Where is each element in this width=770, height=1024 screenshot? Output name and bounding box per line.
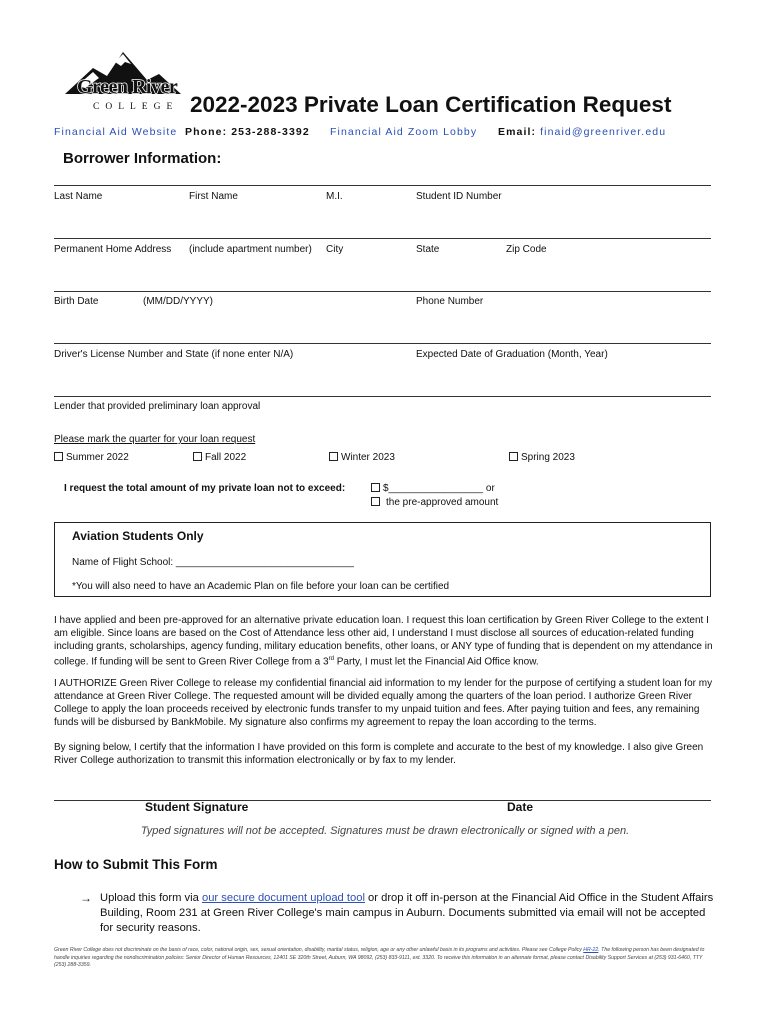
submit-text-after: or drop it off in-person at the Financial Aid Office in the Student Affairs Building, Room 231 at Green River College's main campus in Auburn. Documents submitted via email will not be accepted for security reasons. [100,892,714,934]
college-logo [55,50,185,114]
student-signature-label: Student Signature [145,800,249,814]
submit-heading: How to Submit This Form [54,857,218,872]
footer-text-2: . The following person has been designated to handle inquiries regarding the nondiscrimination policies: Senior Director of Human Resources, 12401 SE 320th Street, Auburn, WA 98092, (253) 833-9111, ext. 3320. To receive this information in an alternate format, please contact Disability Support Services at (253) 931-6460, TTY (253) 288-3359. [54,947,705,968]
birth-date-field[interactable] [54,343,711,344]
checkbox-icon [193,452,202,461]
spring-checkbox[interactable] [509,452,575,463]
flight-school-field[interactable]: Name of Flight School: ________________________________ [72,557,354,568]
logo-wordmark: Green River [77,76,178,98]
summer-checkbox[interactable] [54,452,129,463]
address-label: Permanent Home Address [54,244,172,255]
fall-checkbox[interactable] [193,452,246,463]
email-label: Email: [498,126,537,138]
borrower-heading: Borrower Information: [63,150,222,167]
license-label: Driver's License Number and State (if none enter N/A) [54,349,294,360]
ordinal-suffix: rd [328,656,334,662]
nondiscrimination-footer [54,947,714,970]
checkbox-icon [54,452,63,461]
page-title: 2022-2023 Private Loan Certification Request [190,92,672,117]
spring-label: Spring 2023 [521,452,575,463]
footer-text-1: Green River College does not discriminate on the basis of race, color, national origin, sex, sexual orientation, disability, marital status, religion, age or any other unlawful basis in its programs and activities. Please see College Policy [54,947,584,953]
lender-label: Lender that provided preliminary loan approval [54,401,261,412]
phone-number: Phone: 253-288-3392 [185,126,310,138]
aviation-heading: Aviation Students Only [72,529,204,543]
phone-number-label: Phone Number [416,296,484,307]
aviation-box [54,522,711,597]
divider [54,185,711,186]
email-link[interactable]: finaid@greenriver.edu [540,126,667,138]
address-field[interactable] [54,291,711,292]
address-note: (include apartment number) [189,244,312,255]
birth-date-label: Birth Date [54,296,99,307]
submit-instructions [100,891,715,936]
preapproved-checkbox[interactable] [371,497,498,508]
academic-plan-note: *You will also need to have an Academic Plan on file before your loan can be certified [72,581,450,592]
mi-label: M.I. [326,191,343,202]
email-line [498,126,666,138]
birth-date-format: (MM/DD/YYYY) [143,296,213,307]
checkbox-icon [509,452,518,461]
signature-note: Typed signatures will not be accepted. Signatures must be drawn electronically or signed with a pen. [140,825,630,837]
certification-paragraph [54,614,714,668]
certification-text: I have applied and been pre-approved for an alternative private education loan. I request this loan certification by Green River College to the extent I am eligible. Since loans are based on the Cost of Attendance less other aid, I understand I must disclose all sources of education-related funding including grants, scholarships, agency funding, military education benefits, other loans, or ANY type of funding that is dependent on my attendance in college. If funding will be sent to Green River College from a 3 [54,615,713,668]
last-name-label: Last Name [54,191,103,202]
winter-checkbox[interactable] [329,452,395,463]
zip-label: Zip Code [506,244,547,255]
financial-aid-website-link[interactable]: Financial Aid Website [54,126,178,138]
graduation-date-label: Expected Date of Graduation (Month, Year) [416,349,608,360]
preapproved-label: the pre-approved amount [386,497,499,508]
last-name-field[interactable] [54,238,711,239]
license-field[interactable] [54,396,711,397]
submit-text-before: Upload this form via [100,892,202,904]
date-label: Date [507,800,534,814]
checkbox-icon [371,497,380,506]
state-label: State [416,244,440,255]
first-name-label: First Name [189,191,238,202]
certification-text-end: Party, I must let the Financial Aid Office know. [333,656,539,668]
amount-label: I request the total amount of my private loan not to exceed: [64,483,346,494]
city-label: City [326,244,344,255]
logo-subtext: COLLEGE [93,102,179,112]
authorization-paragraph: I AUTHORIZE Green River College to release my confidential financial aid information to my lender for the purpose of certifying a student loan for my attendance at Green River College. The requested amount will be divided equally among the quarters of the loan period. I authorize Green River College to apply the loan proceeds received by electronic funds transfer to my unpaid tuition and fees. After paying tuition and fees, any remaining funds will be disbursed by BankMobile. My signature also confirms my agreement to repay the loan according to the terms. [54,678,713,728]
winter-label: Winter 2023 [341,452,395,463]
arrow-right-icon: → [80,891,92,905]
zoom-lobby-link[interactable]: Financial Aid Zoom Lobby [330,126,478,138]
summer-label: Summer 2022 [66,452,129,463]
certify-paragraph: By signing below, I certify that the information I have provided on this form is complete and accurate to the best of my knowledge. I also give Green River College authorization to transmit this information electronically or by fax to my lender. [54,742,704,766]
checkbox-icon [329,452,338,461]
policy-link[interactable]: HR-22 [583,947,599,953]
amount-checkbox[interactable] [371,483,495,494]
quarter-prompt: Please mark the quarter for your loan request [54,434,256,445]
checkbox-icon [371,483,380,492]
fall-label: Fall 2022 [205,452,247,463]
amount-input-text: $_________________ or [383,483,495,494]
upload-tool-link[interactable]: our secure document upload tool [201,892,365,904]
student-id-label: Student ID Number [416,191,502,202]
